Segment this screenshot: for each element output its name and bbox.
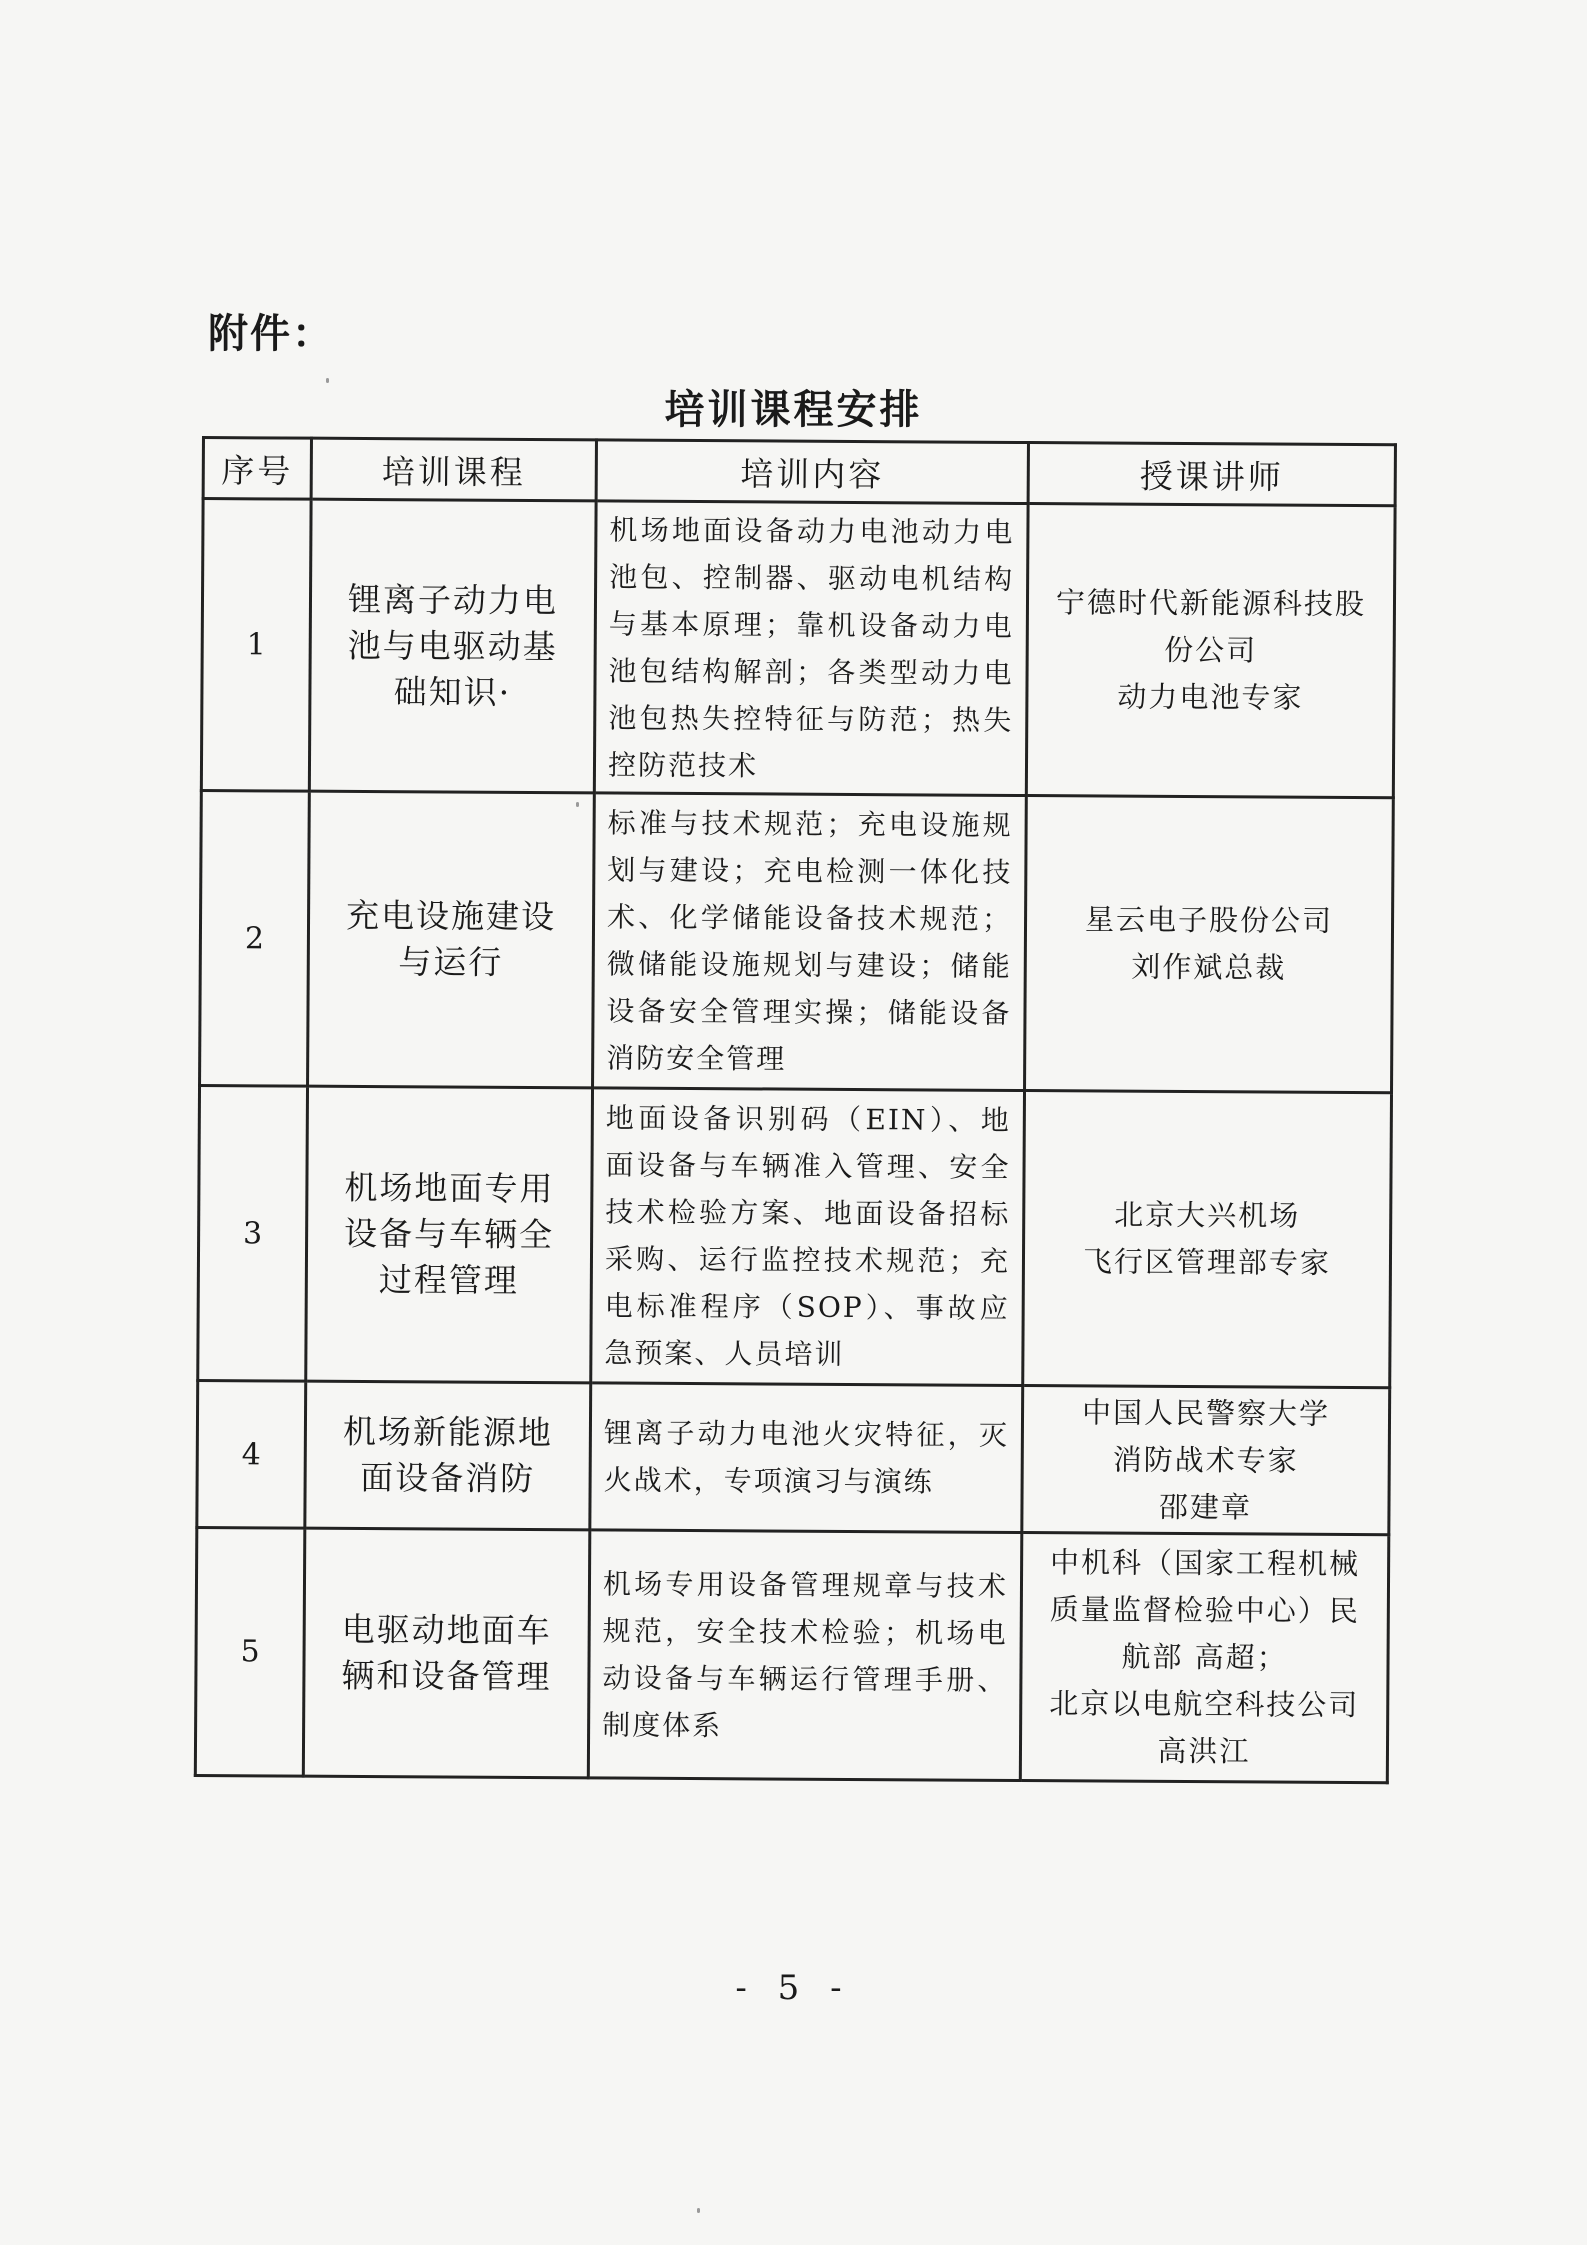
table-row (195, 1527, 1388, 1782)
scan-speck (326, 378, 329, 383)
teacher-line: 动力电池专家 (1117, 679, 1304, 715)
header-content: 培训内容 (596, 440, 1028, 504)
row-number: 2 (200, 791, 310, 1087)
teacher-line: 中国人民警察大学 (1081, 1394, 1331, 1431)
page-number: - 5 - (735, 1968, 852, 2008)
table-row (200, 791, 1394, 1093)
course-content: 机场专用设备管理规章与技术规范，安全技术检验；机场电动设备与车辆运行管理手册、制度体系 (588, 1530, 1022, 1781)
course-name: 锂离子动力电池与电驱动基础知识· (309, 499, 596, 793)
table-row (198, 1085, 1392, 1387)
course-content: 地面设备识别码（EIN）、地面设备与车辆准入管理、安全技术检验方案、地面设备招标采购、运行监控技术规范；充电标准程序（SOP）、事故应急预案、人员培训 (591, 1088, 1025, 1386)
row-number: 1 (201, 499, 311, 792)
course-teacher (1025, 796, 1394, 1093)
teacher-line: 宁德时代新能源科技股份公司 (1055, 585, 1367, 668)
course-name: 机场地面专用设备与车辆全过程管理 (306, 1086, 593, 1383)
course-name: 电驱动地面车辆和设备管理 (303, 1528, 590, 1778)
row-number: 3 (198, 1085, 308, 1381)
teacher-line: 消防战术专家 (1112, 1442, 1299, 1478)
course-teacher (1022, 1386, 1390, 1535)
table-header-row (203, 438, 1395, 506)
teacher-line: 飞行区管理部专家 (1082, 1244, 1332, 1280)
course-name: 充电设施建设与运行 (308, 791, 595, 1088)
teacher-line: 中机科（国家工程机械质量监督检验中心）民航部 高超； (1049, 1545, 1361, 1675)
scan-speck (697, 2208, 700, 2213)
attachment-label: 附件： (208, 311, 334, 357)
course-teacher (1023, 1091, 1392, 1388)
teacher-line: 北京以电航空科技公司 高洪江 (1049, 1686, 1360, 1769)
course-teacher (1026, 504, 1395, 798)
teacher-line: 星云电子股份公司 (1084, 902, 1334, 938)
table-row (201, 499, 1395, 798)
course-teacher (1020, 1533, 1389, 1783)
table-row (197, 1380, 1390, 1534)
header-teacher: 授课讲师 (1028, 443, 1395, 506)
course-content: 标准与技术规范；充电设施规划与建设；充电检测一体化技术、化学储能设备技术规范；微储能设施规划与建设；储能设备安全管理实操；储能设备消防安全管理 (593, 793, 1027, 1091)
row-number: 4 (197, 1380, 306, 1528)
header-no: 序号 (203, 438, 311, 500)
teacher-line: 北京大兴机场 (1114, 1197, 1301, 1233)
teacher-line: 邵建章 (1158, 1489, 1253, 1524)
course-content: 锂离子动力电池火灾特征，灭火战术，专项演习与演练 (590, 1383, 1023, 1533)
scan-speck (576, 802, 579, 807)
row-number: 5 (195, 1527, 305, 1776)
page-title: 培训课程安排 (664, 387, 923, 433)
teacher-line: 刘作斌总裁 (1131, 949, 1287, 985)
course-name: 机场新能源地面设备消防 (305, 1381, 591, 1530)
header-course: 培训课程 (311, 438, 596, 501)
course-content: 机场地面设备动力电池动力电池包、控制器、驱动电机结构与基本原理；靠机设备动力电池包结构解剖；各类型动力电池包热失控特征与防范；热失控防范技术 (594, 501, 1028, 796)
training-schedule-table (194, 436, 1397, 1784)
